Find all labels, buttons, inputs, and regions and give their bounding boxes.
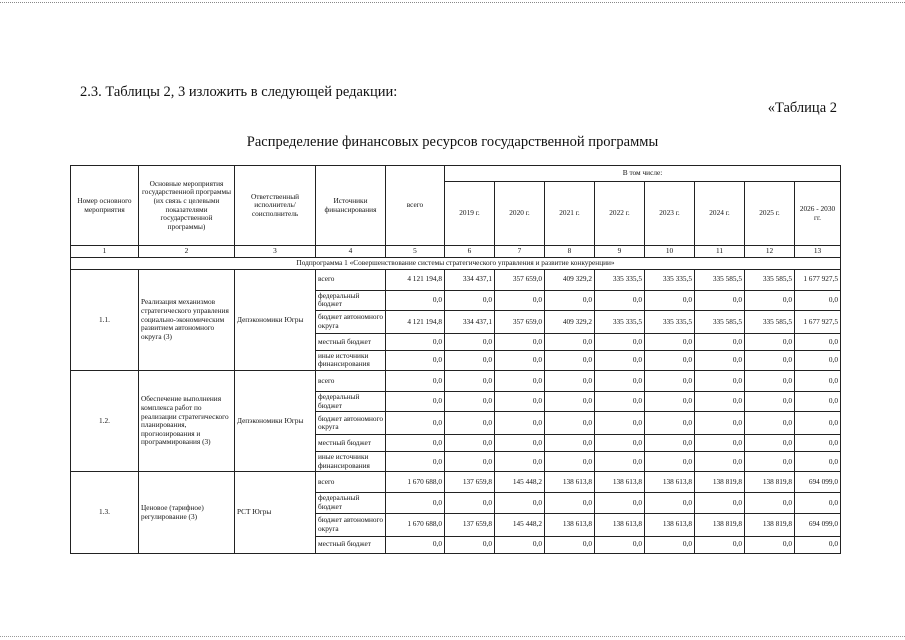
value-cell: 0,0 [695, 536, 745, 553]
value-cell: 0,0 [445, 452, 495, 472]
value-cell: 138 613,8 [645, 472, 695, 493]
financial-resources-table [70, 165, 841, 554]
header-incl: В том числе: [445, 166, 841, 182]
value-cell: 357 659,0 [495, 269, 545, 290]
value-cell: 0,0 [545, 371, 595, 392]
column-number: 8 [545, 246, 595, 258]
header-source: Источники финансирования [316, 166, 386, 246]
value-cell: 0,0 [645, 290, 695, 310]
column-number: 13 [795, 246, 841, 258]
value-cell: 4 121 194,8 [386, 269, 445, 290]
source-cell: иные источники финансирования [316, 350, 386, 370]
value-cell: 0,0 [745, 493, 795, 513]
column-number: 9 [595, 246, 645, 258]
value-cell: 138 819,8 [695, 472, 745, 493]
value-cell: 0,0 [795, 350, 841, 370]
value-cell: 335 585,5 [695, 269, 745, 290]
value-cell: 335 335,5 [645, 310, 695, 333]
group-executor: Депэкономики Югры [235, 269, 316, 370]
table-row [71, 472, 841, 493]
column-number: 10 [645, 246, 695, 258]
value-cell: 0,0 [495, 536, 545, 553]
value-cell: 0,0 [745, 392, 795, 412]
header-num: Номер основного мероприятия [71, 166, 139, 246]
group-num: 1.3. [71, 472, 139, 553]
value-cell: 0,0 [386, 435, 445, 452]
source-cell: всего [316, 472, 386, 493]
value-cell: 1 677 927,5 [795, 269, 841, 290]
value-cell: 0,0 [645, 493, 695, 513]
value-cell: 138 613,8 [595, 513, 645, 536]
column-number: 3 [235, 246, 316, 258]
value-cell: 0,0 [645, 536, 695, 553]
value-cell: 0,0 [595, 412, 645, 435]
value-cell: 0,0 [386, 412, 445, 435]
value-cell: 0,0 [795, 435, 841, 452]
value-cell: 0,0 [645, 371, 695, 392]
source-cell: иные источники финансирования [316, 452, 386, 472]
value-cell: 0,0 [695, 371, 745, 392]
source-cell: местный бюджет [316, 333, 386, 350]
value-cell: 0,0 [545, 290, 595, 310]
value-cell: 0,0 [386, 392, 445, 412]
value-cell: 694 099,0 [795, 472, 841, 493]
scan-top-edge [0, 2, 905, 3]
value-cell: 4 121 194,8 [386, 310, 445, 333]
group-activity: Ценовое (тарифное) регулирование (3) [139, 472, 235, 553]
value-cell: 0,0 [745, 435, 795, 452]
group-executor: РСТ Югры [235, 472, 316, 553]
value-cell: 0,0 [445, 290, 495, 310]
value-cell: 0,0 [795, 371, 841, 392]
value-cell: 409 329,2 [545, 269, 595, 290]
value-cell: 0,0 [645, 452, 695, 472]
value-cell: 0,0 [595, 392, 645, 412]
value-cell: 0,0 [595, 350, 645, 370]
group-executor: Депэкономики Югры [235, 371, 316, 472]
value-cell: 0,0 [695, 350, 745, 370]
value-cell: 138 819,8 [745, 472, 795, 493]
scan-bottom-edge [0, 636, 905, 637]
value-cell: 145 448,2 [495, 472, 545, 493]
value-cell: 0,0 [745, 371, 795, 392]
header-year: 2024 г. [695, 182, 745, 246]
value-cell: 0,0 [745, 412, 795, 435]
value-cell: 0,0 [595, 290, 645, 310]
value-cell: 0,0 [745, 536, 795, 553]
column-number: 6 [445, 246, 495, 258]
value-cell: 0,0 [595, 493, 645, 513]
value-cell: 0,0 [695, 290, 745, 310]
value-cell: 0,0 [695, 392, 745, 412]
value-cell: 335 585,5 [695, 310, 745, 333]
value-cell: 138 613,8 [595, 472, 645, 493]
value-cell: 335 585,5 [745, 269, 795, 290]
table-row [71, 371, 841, 392]
source-cell: федеральный бюджет [316, 493, 386, 513]
value-cell: 0,0 [645, 435, 695, 452]
column-number: 12 [745, 246, 795, 258]
header-year: 2026 - 2030 гг. [795, 182, 841, 246]
header-executor: Ответственный исполнитель/ соисполнитель [235, 166, 316, 246]
value-cell: 0,0 [645, 350, 695, 370]
value-cell: 0,0 [495, 392, 545, 412]
column-number: 5 [386, 246, 445, 258]
value-cell: 0,0 [745, 333, 795, 350]
value-cell: 335 335,5 [595, 269, 645, 290]
value-cell: 0,0 [445, 392, 495, 412]
source-cell: бюджет автономного округа [316, 310, 386, 333]
source-cell: бюджет автономного округа [316, 513, 386, 536]
value-cell: 0,0 [386, 350, 445, 370]
column-number: 11 [695, 246, 745, 258]
value-cell: 0,0 [445, 371, 495, 392]
source-cell: федеральный бюджет [316, 392, 386, 412]
value-cell: 0,0 [695, 493, 745, 513]
value-cell: 0,0 [595, 536, 645, 553]
header-total: всего [386, 166, 445, 246]
group-activity: Обеспечение выполнения комплекса работ по реализации стратегического планирования, прогнозирования и программирования (3) [139, 371, 235, 472]
value-cell: 0,0 [445, 412, 495, 435]
value-cell: 0,0 [745, 290, 795, 310]
value-cell: 0,0 [645, 392, 695, 412]
group-num: 1.1. [71, 269, 139, 370]
value-cell: 137 659,8 [445, 513, 495, 536]
value-cell: 0,0 [795, 452, 841, 472]
value-cell: 138 613,8 [645, 513, 695, 536]
value-cell: 0,0 [386, 290, 445, 310]
value-cell: 0,0 [545, 412, 595, 435]
value-cell: 0,0 [595, 371, 645, 392]
source-cell: федеральный бюджет [316, 290, 386, 310]
group-num: 1.2. [71, 371, 139, 472]
value-cell: 0,0 [695, 452, 745, 472]
value-cell: 137 659,8 [445, 472, 495, 493]
value-cell: 0,0 [495, 412, 545, 435]
value-cell: 138 613,8 [545, 513, 595, 536]
value-cell: 335 335,5 [645, 269, 695, 290]
group-activity: Реализация механизмов стратегического управления социально-экономическим развитием автономного округа (3) [139, 269, 235, 370]
column-number: 1 [71, 246, 139, 258]
value-cell: 0,0 [386, 493, 445, 513]
value-cell: 0,0 [445, 435, 495, 452]
value-cell: 0,0 [795, 412, 841, 435]
value-cell: 0,0 [745, 350, 795, 370]
value-cell: 0,0 [645, 333, 695, 350]
value-cell: 1 677 927,5 [795, 310, 841, 333]
subprogram-row: Подпрограмма 1 «Совершенствование системы стратегического управления и развитие конкуренции» [71, 257, 841, 269]
value-cell: 694 099,0 [795, 513, 841, 536]
value-cell: 0,0 [545, 333, 595, 350]
value-cell: 0,0 [386, 536, 445, 553]
value-cell: 1 670 688,0 [386, 472, 445, 493]
value-cell: 0,0 [595, 452, 645, 472]
value-cell: 335 585,5 [745, 310, 795, 333]
value-cell: 0,0 [495, 350, 545, 370]
table-label: «Таблица 2 [767, 100, 837, 116]
value-cell: 145 448,2 [495, 513, 545, 536]
value-cell: 0,0 [445, 333, 495, 350]
value-cell: 1 670 688,0 [386, 513, 445, 536]
table-row [71, 269, 841, 290]
value-cell: 0,0 [495, 333, 545, 350]
column-number: 2 [139, 246, 235, 258]
source-cell: местный бюджет [316, 536, 386, 553]
value-cell: 138 613,8 [545, 472, 595, 493]
value-cell: 0,0 [695, 435, 745, 452]
header-year: 2023 г. [645, 182, 695, 246]
value-cell: 0,0 [795, 333, 841, 350]
section-heading: 2.3. Таблицы 2, 3 изложить в следующей редакции: [80, 84, 398, 100]
column-number: 4 [316, 246, 386, 258]
value-cell: 0,0 [495, 493, 545, 513]
table-title: Распределение финансовых ресурсов государственной программы [246, 134, 659, 150]
value-cell: 335 335,5 [595, 310, 645, 333]
value-cell: 0,0 [795, 392, 841, 412]
value-cell: 138 819,8 [695, 513, 745, 536]
column-number: 7 [495, 246, 545, 258]
value-cell: 0,0 [545, 452, 595, 472]
value-cell: 138 819,8 [745, 513, 795, 536]
source-cell: местный бюджет [316, 435, 386, 452]
value-cell: 0,0 [545, 350, 595, 370]
value-cell: 0,0 [386, 371, 445, 392]
value-cell: 0,0 [545, 435, 595, 452]
header-year: 2021 г. [545, 182, 595, 246]
value-cell: 0,0 [595, 435, 645, 452]
value-cell: 0,0 [495, 452, 545, 472]
value-cell: 0,0 [445, 536, 495, 553]
value-cell: 0,0 [445, 493, 495, 513]
value-cell: 0,0 [745, 452, 795, 472]
value-cell: 0,0 [445, 350, 495, 370]
value-cell: 334 437,1 [445, 310, 495, 333]
value-cell: 0,0 [545, 493, 595, 513]
value-cell: 0,0 [495, 435, 545, 452]
header-year: 2020 г. [495, 182, 545, 246]
header-year: 2022 г. [595, 182, 645, 246]
value-cell: 409 329,2 [545, 310, 595, 333]
source-cell: всего [316, 269, 386, 290]
value-cell: 0,0 [495, 290, 545, 310]
value-cell: 0,0 [695, 333, 745, 350]
source-cell: бюджет автономного округа [316, 412, 386, 435]
header-year: 2019 г. [445, 182, 495, 246]
value-cell: 0,0 [545, 536, 595, 553]
value-cell: 0,0 [545, 392, 595, 412]
value-cell: 0,0 [795, 290, 841, 310]
value-cell: 0,0 [695, 412, 745, 435]
value-cell: 0,0 [595, 333, 645, 350]
value-cell: 0,0 [386, 452, 445, 472]
value-cell: 0,0 [795, 493, 841, 513]
value-cell: 357 659,0 [495, 310, 545, 333]
value-cell: 0,0 [795, 536, 841, 553]
header-year: 2025 г. [745, 182, 795, 246]
value-cell: 0,0 [645, 412, 695, 435]
value-cell: 334 437,1 [445, 269, 495, 290]
value-cell: 0,0 [386, 333, 445, 350]
header-activity: Основные мероприятия государственной программы (их связь с целевыми показателями государственной программы) [139, 166, 235, 246]
value-cell: 0,0 [495, 371, 545, 392]
source-cell: всего [316, 371, 386, 392]
